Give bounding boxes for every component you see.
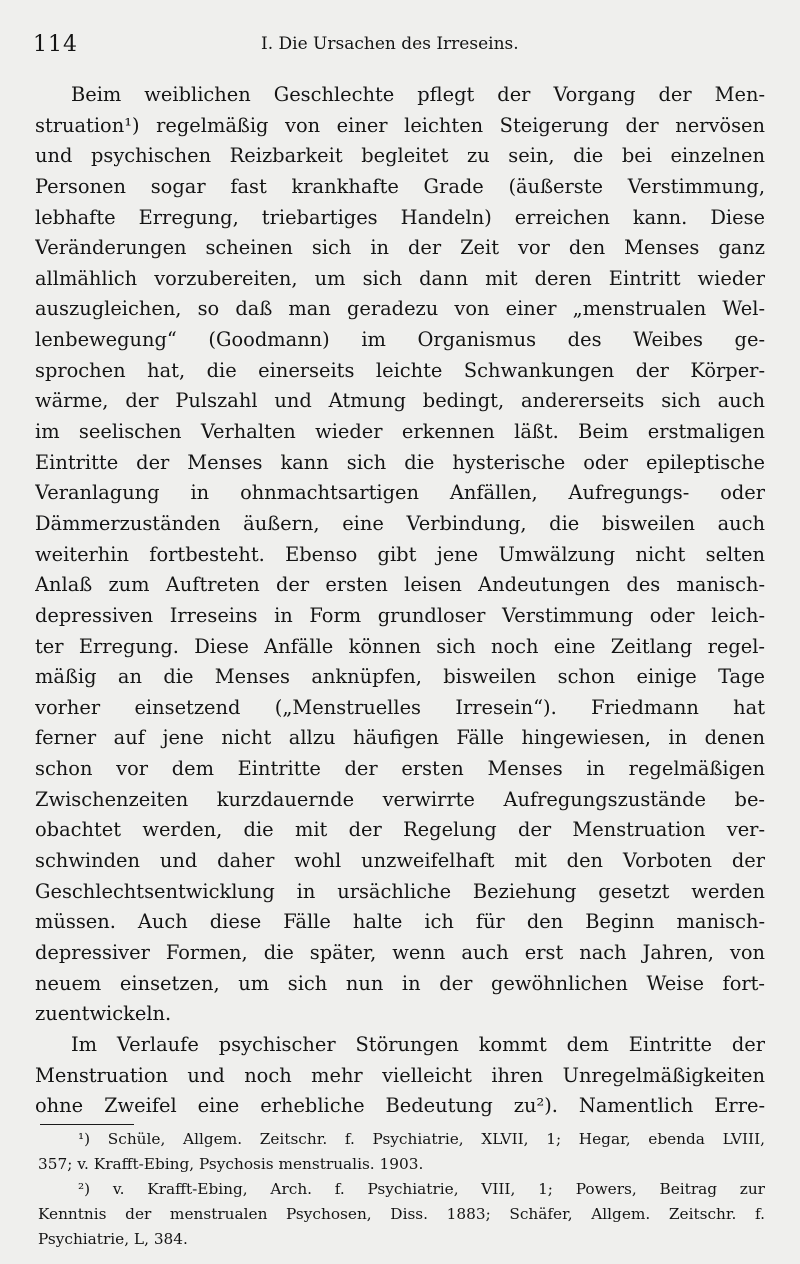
body-line: schon vor dem Eintritte der ersten Menses in regelmäßigen: [35, 757, 765, 781]
body-line: ter Erregung. Diese Anfälle können sich noch eine Zeitlang regel-: [35, 634, 765, 658]
body-line: Beim weiblichen Geschlechte pflegt der Vorgang der Men-: [71, 83, 765, 106]
body-line: schwinden und daher wohl unzweifelhaft mit den Vorboten der: [35, 849, 765, 873]
body-line: neuem einsetzen, um sich nun in der gewöhnlichen Weise fort-: [35, 971, 765, 995]
footnote-line: ²) v. Krafft-Ebing, Arch. f. Psychiatrie, VIII, 1; Powers, Beitrag zur: [78, 1180, 765, 1198]
body-line: Zwischenzeiten kurzdauernde verwirrte Aufregungszustände be-: [35, 787, 765, 811]
body-line: struation¹) regelmäßig von einer leichten Steigerung der nervösen: [35, 113, 765, 137]
footnote-line: Psychiatrie, L, 384.: [38, 1230, 188, 1248]
body-line: Personen sogar fast krankhafte Grade (äußerste Verstimmung,: [35, 174, 765, 198]
body-line: vorher einsetzend („Menstruelles Irresein“). Friedmann hat: [35, 695, 765, 719]
body-line: allmählich vorzubereiten, um sich dann mit deren Eintritt wieder: [35, 266, 765, 290]
body-line: Eintritte der Menses kann sich die hysterische oder epileptische: [35, 450, 765, 474]
body-line: Veranlagung in ohnmachtsartigen Anfällen, Aufregungs- oder: [35, 481, 765, 505]
body-line: sprochen hat, die einerseits leichte Schwankungen der Körper-: [35, 358, 765, 382]
body-line: Anlaß zum Auftreten der ersten leisen Andeutungen des manisch-: [35, 573, 765, 597]
body-line: Dämmerzuständen äußern, eine Verbindung, die bisweilen auch: [35, 511, 765, 535]
body-line: ferner auf jene nicht allzu häufigen Fälle hingewiesen, in denen: [35, 726, 765, 750]
body-line: Geschlechtsentwicklung in ursächliche Beziehung gesetzt werden: [35, 879, 765, 903]
page-number: 114: [33, 32, 78, 57]
body-line: und psychischen Reizbarkeit begleitet zu sein, die bei einzelnen: [35, 144, 765, 168]
body-line: depressiver Formen, die später, wenn auch erst nach Jahren, von: [35, 940, 765, 964]
body-line: lebhafte Erregung, triebartiges Handeln) erreichen kann. Diese: [35, 205, 765, 229]
body-line: zuentwickeln.: [35, 1002, 172, 1026]
footnote-divider: [40, 1124, 134, 1125]
body-line: depressiven Irreseins in Form grundloser Verstimmung oder leich-: [35, 603, 765, 627]
body-line: Veränderungen scheinen sich in der Zeit vor den Menses ganz: [35, 236, 765, 260]
page-header: [33, 32, 768, 62]
body-line: im seelischen Verhalten wieder erkennen läßt. Beim erstmaligen: [35, 420, 765, 444]
body-text: [35, 80, 765, 1122]
body-line: wärme, der Pulszahl und Atmung bedingt, andererseits sich auch: [35, 389, 765, 413]
body-line: obachtet werden, die mit der Regelung der Menstruation ver-: [35, 818, 765, 842]
body-line: mäßig an die Menses anknüpfen, bisweilen schon einige Tage: [35, 665, 765, 689]
footnote-line: ¹) Schüle, Allgem. Zeitschr. f. Psychiatrie, XLVII, 1; Hegar, ebenda LVIII,: [78, 1130, 765, 1148]
body-line: Menstruation und noch mehr vielleicht ihren Unregelmäßigkeiten: [35, 1063, 765, 1087]
footnote-line: 357; v. Krafft-Ebing, Psychosis menstrualis. 1903.: [38, 1155, 424, 1173]
footnote-line: Kenntnis der menstrualen Psychosen, Diss. 1883; Schäfer, Allgem. Zeitschr. f.: [38, 1205, 765, 1223]
body-line: lenbewegung“ (Goodmann) im Organismus des Weibes ge-: [35, 328, 765, 352]
body-line: weiterhin fortbesteht. Ebenso gibt jene Umwälzung nicht selten: [35, 542, 765, 566]
body-line: müssen. Auch diese Fälle halte ich für den Beginn manisch-: [35, 910, 765, 934]
footnotes: [38, 1127, 765, 1252]
body-line: auszugleichen, so daß man geradezu von einer „menstrualen Wel-: [35, 297, 765, 321]
running-head: I. Die Ursachen des Irreseins.: [261, 34, 519, 54]
body-line: ohne Zweifel eine erhebliche Bedeutung zu²). Namentlich Erre-: [35, 1094, 765, 1118]
body-line: Im Verlaufe psychischer Störungen kommt dem Eintritte der: [71, 1032, 765, 1056]
